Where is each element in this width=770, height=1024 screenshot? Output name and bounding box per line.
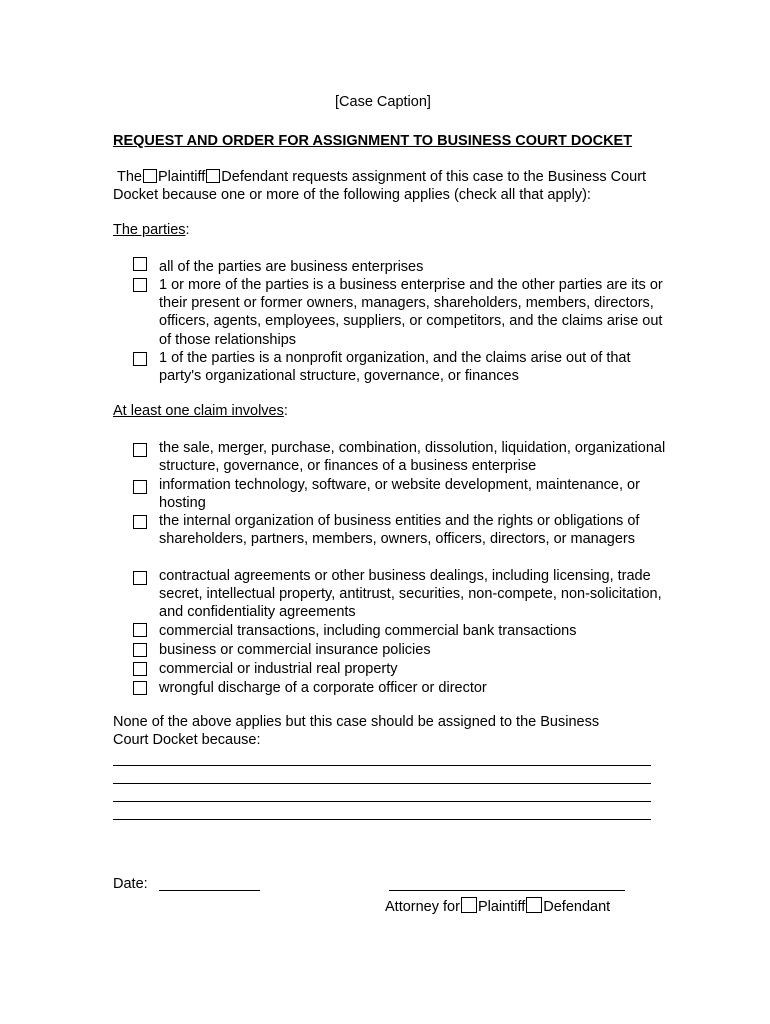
reason-line-3[interactable]	[113, 801, 651, 802]
claims-item-5: commercial transactions, including commercial bank transactions	[159, 623, 577, 639]
claims-item-7: commercial or industrial real property	[159, 661, 398, 677]
attorney-defendant-checkbox[interactable]	[526, 897, 542, 913]
defendant-checkbox[interactable]	[206, 169, 220, 183]
attorney-defendant-label: Defendant	[543, 899, 611, 915]
intro-defendant-text: Defendant requests assignment of this case to the Business Court	[221, 169, 647, 185]
claims-item-2: information technology, software, or website development, maintenance, or hosting	[159, 477, 640, 512]
case-caption: [Case Caption]	[335, 94, 431, 110]
date-label: Date:	[113, 876, 148, 892]
claims-checkbox-4[interactable]	[133, 571, 147, 585]
none-above-line-2: Court Docket because:	[113, 732, 261, 748]
parties-heading-colon: :	[185, 222, 190, 238]
claims-item-3: the internal organization of business entities and the rights or obligations of shareholders, partners, members, owners, officers, directors, or managers	[159, 513, 640, 548]
parties-checkbox-1[interactable]	[133, 257, 147, 271]
claims-item-8: wrongful discharge of a corporate officer or director	[159, 680, 487, 696]
claims-item-4: contractual agreements or other business dealings, including licensing, trade secret, intellectual property, antitrust, securities, non-compete, non-solicitation, and confidentiality agreements	[159, 568, 662, 621]
parties-checkbox-2[interactable]	[133, 278, 147, 292]
attorney-for-label: Attorney for	[385, 899, 460, 915]
reason-line-2[interactable]	[113, 783, 651, 784]
parties-checkbox-3[interactable]	[133, 352, 147, 366]
claims-checkbox-3[interactable]	[133, 515, 147, 529]
claims-heading-colon: :	[283, 403, 288, 419]
claims-checkbox-8[interactable]	[133, 681, 147, 695]
intro-the: The	[117, 169, 142, 185]
parties-item-1: all of the parties are business enterprises	[159, 259, 424, 275]
claims-heading	[113, 403, 288, 419]
parties-item-2: 1 or more of the parties is a business enterprise and the other parties are its or their present or former owners, managers, shareholders, members, directors, officers, agents, employees, suppliers, or competitors, and the claims arise out of those relationships	[159, 277, 663, 348]
intro-plaintiff: Plaintiff	[158, 169, 206, 185]
claims-checkbox-5[interactable]	[133, 623, 147, 637]
plaintiff-checkbox[interactable]	[143, 169, 157, 183]
claims-heading-text: At least one claim involves	[113, 403, 284, 419]
reason-line-4[interactable]	[113, 819, 651, 820]
date-line[interactable]	[159, 890, 260, 891]
attorney-plaintiff-label: Plaintiff	[477, 899, 526, 915]
claims-checkbox-1[interactable]	[133, 443, 147, 457]
intro-line-1	[117, 169, 646, 185]
claims-item-6: business or commercial insurance policies	[159, 642, 431, 658]
intro-line-2: Docket because one or more of the following applies (check all that apply):	[113, 187, 591, 203]
claims-item-1: the sale, merger, purchase, combination, dissolution, liquidation, organizational structure, governance, or finances of a business enterprise	[159, 440, 666, 475]
claims-checkbox-7[interactable]	[133, 662, 147, 676]
attorney-for-line	[385, 897, 610, 915]
claims-checkbox-2[interactable]	[133, 480, 147, 494]
reason-line-1[interactable]	[113, 765, 651, 766]
parties-heading	[113, 222, 190, 238]
document-title: REQUEST AND ORDER FOR ASSIGNMENT TO BUSINESS COURT DOCKET	[113, 133, 633, 149]
attorney-plaintiff-checkbox[interactable]	[461, 897, 477, 913]
parties-heading-text: The parties	[113, 222, 186, 238]
attorney-signature-line[interactable]	[389, 890, 625, 891]
none-above-line-1: None of the above applies but this case should be assigned to the Business	[113, 714, 600, 730]
claims-checkbox-6[interactable]	[133, 643, 147, 657]
parties-item-3: 1 of the parties is a nonprofit organization, and the claims arise out of that party's organizational structure, governance, or finances	[159, 350, 631, 385]
